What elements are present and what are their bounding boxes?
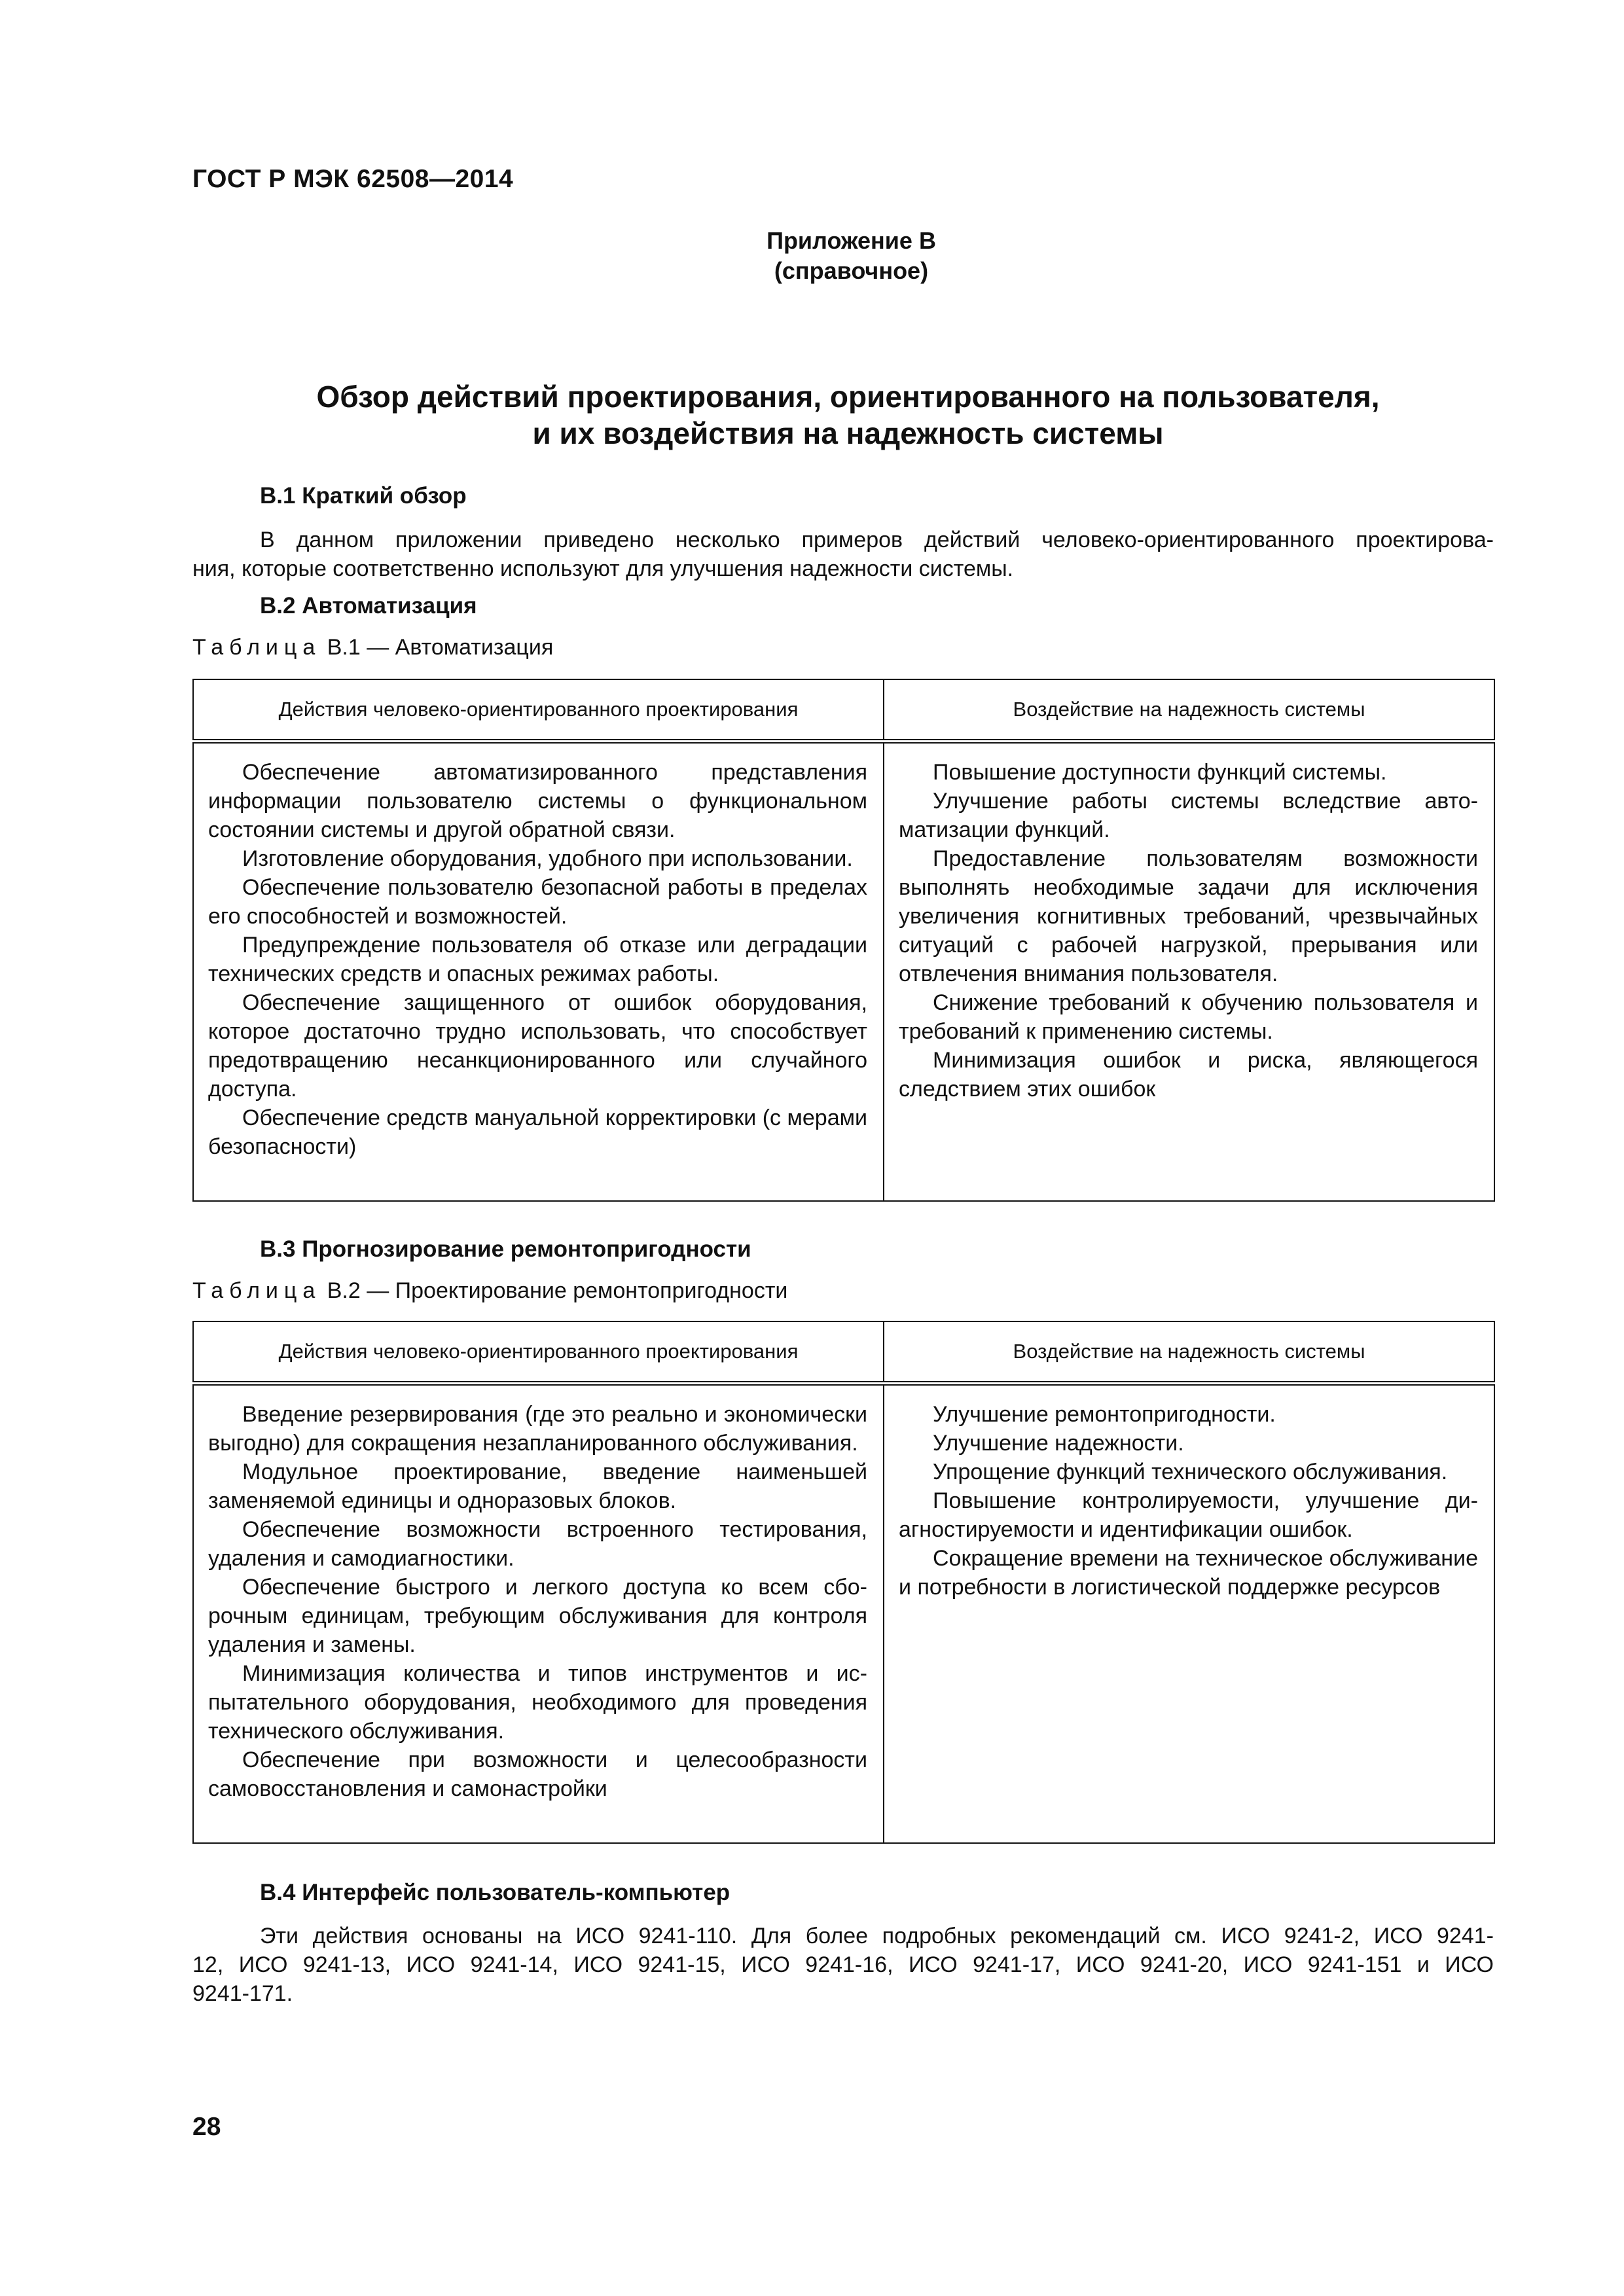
list-item: Улучшение надежности. xyxy=(933,1431,1184,1456)
table-caption-1 xyxy=(192,635,553,660)
section-text-b1-line: ния, которые соответственно используют для улучшения надежности системы. xyxy=(192,556,1014,581)
list-item: Минимизация количества и типов инструментов и испытательного оборудования, необходимого для проведения технического обслуживания. xyxy=(208,1661,867,1744)
section-text-b1-line: В данном приложении приведено несколько примеров действий человеко-ориентированного проектирова- xyxy=(260,528,1494,552)
list-item: Предупреждение пользователя об отказе или деградации технических средств и опасных режимах работы. xyxy=(208,933,867,986)
list-item: Обеспечение быстрого и легкого доступа ко всем сборочным единицам, требующим обслуживания для контроля удаления и замены. xyxy=(208,1575,867,1657)
section-heading-b4: В.4 Интерфейс пользователь-компьютер xyxy=(260,1880,731,1905)
appendix-label xyxy=(0,226,1624,286)
list-item: Обеспечение пользователю безопасной работы в пределах его способностей и возможностей. xyxy=(208,875,867,929)
table-cell-actions xyxy=(193,742,884,1201)
table-cell-impact xyxy=(884,1384,1494,1843)
column-header-impact: Воздействие на надежность системы xyxy=(884,1321,1494,1384)
list-item: Обеспечение защищенного от ошибок оборудования, которое достаточно трудно использовать, что способствует предотвращению несанкционированного или случайного доступа. xyxy=(208,990,867,1102)
table-caption-2 xyxy=(192,1278,787,1304)
list-item: Повышение доступности функций системы. xyxy=(933,760,1387,785)
section-text-b4-line: Эти действия основаны на ИСО 9241-110. Для более подробных рекомендаций см. ИСО 9241-2, ИСО 9241- xyxy=(260,1924,1494,1948)
table-caption-prefix: Таблица xyxy=(192,1278,321,1303)
appendix-title: Приложение В xyxy=(767,227,936,254)
page-number: 28 xyxy=(192,2113,221,2141)
list-item: Обеспечение при возможности и целесообразности самовосстановления и самонастройки xyxy=(208,1748,867,1801)
table-caption-prefix: Таблица xyxy=(192,635,321,660)
list-item: Повышение контролируемости, улучшение диагностируемости и идентификации ошибок. xyxy=(899,1488,1478,1542)
page-title xyxy=(0,378,1624,452)
section-heading-b2: В.2 Автоматизация xyxy=(260,593,477,619)
table-header-row xyxy=(193,679,1494,742)
table-cell-impact xyxy=(884,742,1494,1201)
table-row xyxy=(193,742,1494,1201)
list-item: Модульное проектирование, введение наименьшей заменяемой единицы и одноразовых блоков. xyxy=(208,1460,867,1513)
table-automation xyxy=(192,679,1495,1202)
list-item: Минимизация ошибок и риска, являющегося следствием этих ошибок xyxy=(899,1048,1478,1102)
list-item: Упрощение функций технического обслуживания. xyxy=(933,1460,1448,1484)
document-code: ГОСТ Р МЭК 62508—2014 xyxy=(192,165,514,193)
list-item: Снижение требований к обучению пользователя и требований к применению системы. xyxy=(899,990,1478,1044)
table-caption-text: В.2 — Проектирование ремонтопригодности xyxy=(321,1278,788,1303)
section-text-b4 xyxy=(192,1922,1494,2008)
table-caption-text: В.1 — Автоматизация xyxy=(321,635,554,660)
section-text-b1 xyxy=(192,526,1494,583)
section-heading-b3: В.3 Прогнозирование ремонтопригодности xyxy=(260,1236,751,1262)
column-header-impact: Воздействие на надежность системы xyxy=(884,679,1494,742)
column-header-actions: Действия человеко-ориентированного проектирования xyxy=(193,679,884,742)
list-item: Введение резервирования (где это реально и экономически выгодно) для сокращения незапланированного обслуживания. xyxy=(208,1402,867,1456)
column-header-actions: Действия человеко-ориентированного проектирования xyxy=(193,1321,884,1384)
list-item: Обеспечение средств мануальной корректировки (с мерами безопасности) xyxy=(208,1105,867,1159)
list-item: Изготовление оборудования, удобного при использовании. xyxy=(242,846,853,871)
page-title-line-1: Обзор действий проектирования, ориентированного на пользователя, xyxy=(316,380,1380,414)
list-item: Сокращение времени на техническое обслуживание и потребности в логистической поддержке ресурсов xyxy=(899,1546,1478,1600)
table-cell-actions xyxy=(193,1384,884,1843)
list-item: Обеспечение возможности встроенного тестирования, удаления и самодиагностики. xyxy=(208,1517,867,1571)
list-item: Улучшение работы системы вследствие автоматизации функций. xyxy=(899,789,1478,842)
list-item: Предоставление пользователям возможности выполнять необходимые задачи для исключения увеличения когнитивных требований, чрезвычайных ситуаций с рабочей нагрузкой, прерывания или отвлечения внимания пользователя. xyxy=(899,846,1478,986)
table-row xyxy=(193,1384,1494,1843)
appendix-type: (справочное) xyxy=(774,257,929,284)
section-text-b4-line: 12, ИСО 9241-13, ИСО 9241-14, ИСО 9241-15, ИСО 9241-16, ИСО 9241-17, ИСО 9241-20, ИСО 9241-151 и ИСО xyxy=(192,1952,1494,1977)
section-heading-b1: В.1 Краткий обзор xyxy=(260,483,467,509)
table-header-row xyxy=(193,1321,1494,1384)
table-maintainability xyxy=(192,1321,1495,1844)
list-item: Улучшение ремонтопригодности. xyxy=(933,1402,1276,1427)
page-title-line-2: и их воздействия на надежность системы xyxy=(532,416,1164,450)
section-text-b4-line: 9241-171. xyxy=(192,1981,293,2006)
list-item: Обеспечение автоматизированного представления информации пользователю системы о функциональном состоянии системы и другой обратной связи. xyxy=(208,760,867,842)
